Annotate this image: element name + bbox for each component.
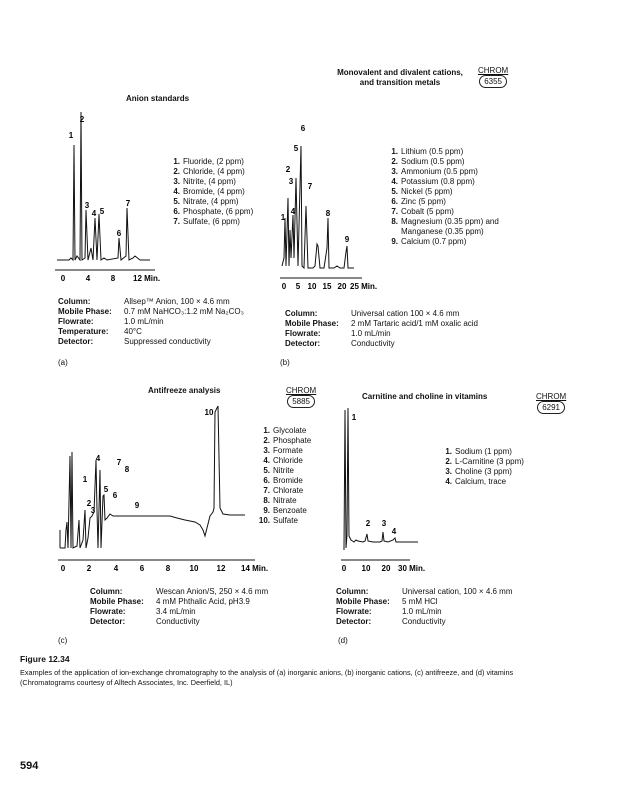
- peak-number: 7.: [263, 486, 270, 495]
- peak-number: 7.: [173, 217, 180, 226]
- peak-text: Bromide, (4 ppm): [183, 187, 245, 196]
- condition-row: [90, 587, 268, 597]
- peak-text: Magnesium (0.35 ppm) and: [401, 217, 499, 226]
- peak-text: Nitrite: [273, 466, 294, 475]
- condition-value: Universal cation, 100 × 4.6 mm: [402, 587, 513, 596]
- peak-number: 2.: [391, 157, 398, 166]
- peak-text: Phosphate, (6 ppm): [183, 207, 254, 216]
- peak-c10: 10: [204, 408, 214, 417]
- peak-number: 6.: [173, 207, 180, 216]
- condition-row: [58, 307, 244, 317]
- chrom-link-6355[interactable]: [478, 66, 508, 88]
- axis-b-tick: 15: [322, 282, 332, 291]
- condition-value: Conductivity: [351, 339, 395, 348]
- condition-row: [90, 607, 268, 617]
- peak-number: 8.: [263, 496, 270, 505]
- panel-c-tag: (c): [58, 636, 68, 645]
- peak-text: Calcium (0.7 ppm): [401, 237, 467, 246]
- peak-number: 4.: [391, 177, 398, 186]
- panel-b-title-line1: Monovalent and divalent cations,: [337, 68, 463, 77]
- peak-text: Lithium (0.5 ppm): [401, 147, 464, 156]
- condition-key: Detector:: [58, 337, 94, 346]
- condition-row: [336, 597, 513, 607]
- condition-key: Detector:: [336, 617, 372, 626]
- panel-b-conditions: [285, 309, 478, 349]
- condition-value: Universal cation 100 × 4.6 mm: [351, 309, 460, 318]
- peak-list-item: [386, 167, 499, 177]
- peak-text: Bromide: [273, 476, 303, 485]
- peak-text: Sodium (1 ppm): [455, 447, 512, 456]
- condition-value: 40°C: [124, 327, 142, 336]
- condition-value: 2 mM Tartaric acid/1 mM oxalic acid: [351, 319, 478, 328]
- peak-b8: 8: [325, 209, 331, 218]
- peak-number: 3.: [391, 167, 398, 176]
- axis-c-tick: 4: [113, 564, 119, 573]
- axis-d-tick: 20: [381, 564, 391, 573]
- condition-key: Column:: [285, 309, 318, 318]
- axis-a-ticks: [61, 274, 160, 283]
- peak-number: 4.: [173, 187, 180, 196]
- panel-d-title: Carnitine and choline in vitamins: [362, 392, 488, 401]
- peak-list-item: [168, 217, 253, 227]
- peak-b3: 3: [288, 177, 294, 186]
- peak-text: Glycolate: [273, 426, 307, 435]
- condition-key: Column:: [58, 297, 91, 306]
- panel-b-title-line2: and transition metals: [359, 78, 441, 87]
- peak-list-item: [440, 447, 524, 457]
- peak-text: Choline (3 ppm): [455, 467, 512, 476]
- peak-a5: 5: [99, 207, 105, 216]
- peak-list-item: [386, 147, 499, 157]
- figure-caption: [20, 668, 620, 688]
- chrom-link-6291[interactable]: [536, 392, 566, 414]
- condition-key: Temperature:: [58, 327, 109, 336]
- peak-text: Manganese (0.35 ppm): [401, 227, 484, 236]
- condition-value: 1.0 mL/min: [351, 329, 391, 338]
- condition-value: 1.0 mL/min: [402, 607, 442, 616]
- panel-a-chromatogram: [55, 110, 175, 285]
- peak-b4: 4: [290, 207, 296, 216]
- peak-number: 3.: [263, 446, 270, 455]
- peak-list-item: [258, 516, 311, 526]
- peak-text: Sulfate: [273, 516, 298, 525]
- peak-text: Benzoate: [273, 506, 307, 515]
- panel-c-conditions: [90, 587, 268, 627]
- peak-number: 6.: [263, 476, 270, 485]
- condition-value: 0.7 mM NaHCO₃:1.2 mM Na₂CO₃: [124, 307, 244, 316]
- axis-c-tick: 8: [165, 564, 171, 573]
- peak-number: 4.: [445, 477, 452, 486]
- peak-list-item: [258, 446, 311, 456]
- axis-a-tick: 12 Min.: [133, 274, 161, 283]
- chrom-number: 5885: [287, 395, 315, 408]
- chrom-link-5885[interactable]: [286, 386, 316, 408]
- panel-d-peak-list: [440, 447, 524, 487]
- peak-text: Potassium (0.8 ppm): [401, 177, 475, 186]
- peak-text: Cobalt (5 ppm): [401, 207, 454, 216]
- condition-value: 1.0 mL/min: [124, 317, 164, 326]
- condition-key: Flowrate:: [90, 607, 126, 616]
- condition-row: [58, 317, 244, 327]
- axis-d-ticks: [342, 564, 425, 573]
- peak-number: 5.: [173, 197, 180, 206]
- axis-b-tick: 10: [307, 282, 317, 291]
- peak-a6: 6: [116, 229, 122, 238]
- condition-value: Conductivity: [156, 617, 200, 626]
- axis-b-tick: 5: [295, 282, 301, 291]
- peak-a1: 1: [68, 131, 74, 140]
- peak-text: Nitrate: [273, 496, 297, 505]
- peak-list-item: [386, 157, 499, 167]
- peak-list-item: [168, 187, 253, 197]
- chrom-number: 6291: [537, 401, 565, 414]
- page-number: 594: [20, 760, 39, 772]
- peak-text: Chloride: [273, 456, 303, 465]
- peak-list-item: [258, 476, 311, 486]
- peak-number: 8.: [391, 217, 398, 226]
- peak-list-item: [386, 197, 499, 207]
- condition-value: Wescan Anion/S, 250 × 4.6 mm: [156, 587, 269, 596]
- axis-b-tick: 25 Min.: [350, 282, 378, 291]
- peak-b6: 6: [300, 124, 306, 133]
- panel-b-tag: (b): [280, 358, 290, 367]
- peak-list-item: [440, 457, 524, 467]
- axis-c-tick: 6: [139, 564, 145, 573]
- condition-row: [285, 339, 478, 349]
- condition-key: Flowrate:: [285, 329, 321, 338]
- peak-c1: 1: [82, 475, 88, 484]
- axis-b-tick: 20: [337, 282, 347, 291]
- peak-c8: 8: [124, 465, 130, 474]
- peak-text: Calcium, trace: [455, 477, 507, 486]
- peak-text: Nitrite, (4 ppm): [183, 177, 236, 186]
- condition-key: Column:: [90, 587, 123, 596]
- peak-list-item: [440, 477, 524, 487]
- chrom-label: CHROM: [478, 66, 509, 75]
- condition-key: Mobile Phase:: [336, 597, 390, 606]
- peak-number: 5.: [391, 187, 398, 196]
- panel-d-conditions: [336, 587, 513, 627]
- peak-list-item: [258, 456, 311, 466]
- condition-key: Mobile Phase:: [58, 307, 112, 316]
- peak-list-item: [386, 237, 499, 247]
- condition-key: Mobile Phase:: [90, 597, 144, 606]
- peak-list-item: [168, 207, 253, 217]
- peak-number: 3.: [445, 467, 452, 476]
- condition-value: 3.4 mL/min: [156, 607, 196, 616]
- peak-list-item: [168, 177, 253, 187]
- peak-number: 4.: [263, 456, 270, 465]
- peak-number: 3.: [173, 177, 180, 186]
- peak-d1: 1: [351, 413, 357, 422]
- panel-b-peak-list: [386, 147, 499, 247]
- panel-a-title: Anion standards: [126, 94, 190, 103]
- peak-list-item: [168, 157, 253, 167]
- peak-number: 9.: [263, 506, 270, 515]
- axis-d-tick: 0: [341, 564, 347, 573]
- panel-c-chromatogram: [55, 400, 275, 580]
- axis-d-tick: 30 Min.: [398, 564, 426, 573]
- condition-row: [90, 617, 268, 627]
- peak-b5: 5: [293, 144, 299, 153]
- peak-a7: 7: [125, 199, 131, 208]
- panel-d-chromatogram: [338, 400, 438, 580]
- peak-text: Sulfate, (6 ppm): [183, 217, 240, 226]
- peak-c4: 4: [95, 454, 101, 463]
- peak-d2: 2: [365, 519, 371, 528]
- peak-number: 2.: [263, 436, 270, 445]
- condition-row: [58, 297, 244, 307]
- peak-c2: 2: [86, 499, 92, 508]
- peak-list-item: [258, 496, 311, 506]
- peak-b9: 9: [344, 235, 350, 244]
- panel-c-peak-list: [258, 426, 311, 526]
- axis-a-tick: 8: [110, 274, 116, 283]
- condition-key: Mobile Phase:: [285, 319, 339, 328]
- peak-a3: 3: [84, 201, 90, 210]
- chrom-label: CHROM: [286, 386, 317, 395]
- peak-list-item: [440, 467, 524, 477]
- axis-c-tick: 10: [189, 564, 199, 573]
- peak-labels-d: [352, 413, 397, 536]
- peak-list-item: [168, 197, 253, 207]
- panel-a-conditions: [58, 297, 244, 347]
- peak-c9: 9: [134, 501, 140, 510]
- peak-a4: 4: [91, 209, 97, 218]
- caption-line-2: (Chromatograms courtesy of Alltech Associates, Inc. Deerfield, IL): [20, 678, 233, 687]
- peak-text: L-Carnitine (3 ppm): [455, 457, 524, 466]
- peak-text: Sodium (0.5 ppm): [401, 157, 465, 166]
- condition-row: [285, 309, 478, 319]
- peak-number: 2.: [445, 457, 452, 466]
- condition-row: [58, 327, 244, 337]
- panel-a-tag: (a): [58, 358, 68, 367]
- panel-d-tag: (d): [338, 636, 348, 645]
- panel-b-title: [320, 68, 480, 88]
- peak-number: 6.: [391, 197, 398, 206]
- condition-row: [285, 329, 478, 339]
- peak-list-item: [168, 167, 253, 177]
- peak-text: Nickel (5 ppm): [401, 187, 453, 196]
- peak-number: 1.: [263, 426, 270, 435]
- peak-list-item: [386, 177, 499, 187]
- figure-label: Figure 12.34: [20, 654, 70, 664]
- axis-c-tick: 12: [216, 564, 226, 573]
- peak-c7: 7: [116, 458, 122, 467]
- condition-value: Allsep™ Anion, 100 × 4.6 mm: [124, 297, 230, 306]
- condition-key: Flowrate:: [58, 317, 94, 326]
- peak-number: 1.: [173, 157, 180, 166]
- panel-a-peak-list: [168, 157, 253, 227]
- peak-number: 5.: [263, 466, 270, 475]
- peak-number: 7.: [391, 207, 398, 216]
- condition-row: [285, 319, 478, 329]
- condition-row: [58, 337, 244, 347]
- axis-b-tick: 0: [281, 282, 287, 291]
- condition-key: Column:: [336, 587, 369, 596]
- peak-number: 1.: [445, 447, 452, 456]
- axis-c-tick: 14 Min.: [241, 564, 269, 573]
- condition-row: [336, 607, 513, 617]
- axis-a-tick: 0: [60, 274, 66, 283]
- peak-labels-a: [69, 115, 131, 238]
- peak-number: 9.: [391, 237, 398, 246]
- axis-b-ticks: [282, 282, 377, 291]
- axis-c-ticks: [61, 564, 268, 573]
- condition-row: [336, 587, 513, 597]
- peak-text: Phosphate: [273, 436, 312, 445]
- peak-list-item: [258, 506, 311, 516]
- condition-key: Detector:: [90, 617, 126, 626]
- peak-text: Zinc (5 ppm): [401, 197, 446, 206]
- peak-text: Chlorate: [273, 486, 304, 495]
- condition-value: 5 mM HCl: [402, 597, 438, 606]
- peak-number: 2.: [173, 167, 180, 176]
- peak-b1: 1: [280, 213, 286, 222]
- condition-row: [90, 597, 268, 607]
- condition-key: Flowrate:: [336, 607, 372, 616]
- peak-text: Formate: [273, 446, 303, 455]
- peak-c6: 6: [112, 491, 118, 500]
- peak-a2: 2: [79, 115, 85, 124]
- condition-value: 4 mM Phthalic Acid, pH3.9: [156, 597, 250, 606]
- peak-b2: 2: [285, 165, 291, 174]
- peak-b7: 7: [307, 182, 313, 191]
- peak-list-item: [258, 466, 311, 476]
- peak-text: Chloride, (4 ppm): [183, 167, 245, 176]
- peak-list-item: [386, 187, 499, 197]
- peak-list-item: [386, 227, 499, 237]
- axis-c-tick: 2: [86, 564, 92, 573]
- axis-d-tick: 10: [361, 564, 371, 573]
- peak-text: Nitrate, (4 ppm): [183, 197, 239, 206]
- peak-list-item: [386, 217, 499, 227]
- peak-text: Fluoride, (2 ppm): [183, 157, 244, 166]
- peak-number: 10.: [258, 516, 270, 525]
- peak-labels-b: [281, 124, 350, 244]
- chrom-number: 6355: [479, 75, 507, 88]
- chrom-label: CHROM: [536, 392, 567, 401]
- panel-c-title: Antifreeze analysis: [148, 386, 221, 395]
- panel-b-chromatogram: [274, 118, 384, 298]
- peak-list-item: [258, 486, 311, 496]
- condition-row: [336, 617, 513, 627]
- peak-list-item: [258, 436, 311, 446]
- peak-list-item: [258, 426, 311, 436]
- peak-text: Ammonium (0.5 ppm): [401, 167, 478, 176]
- peak-d3: 3: [381, 519, 387, 528]
- condition-value: Suppressed conductivity: [124, 337, 211, 346]
- condition-value: Conductivity: [402, 617, 446, 626]
- condition-key: Detector:: [285, 339, 321, 348]
- axis-a-tick: 4: [85, 274, 91, 283]
- peak-c5: 5: [103, 485, 109, 494]
- peak-number: 1.: [391, 147, 398, 156]
- peak-list-item: [386, 207, 499, 217]
- caption-line-1: Examples of the application of ion-exchange chromatography to the analysis of (a) inorganic anions, (b) inorganic cations, (c) antifreeze, and (d) vitamins: [20, 668, 514, 677]
- peak-d4: 4: [391, 527, 397, 536]
- axis-c-tick: 0: [60, 564, 66, 573]
- peak-c3: 3: [90, 506, 96, 515]
